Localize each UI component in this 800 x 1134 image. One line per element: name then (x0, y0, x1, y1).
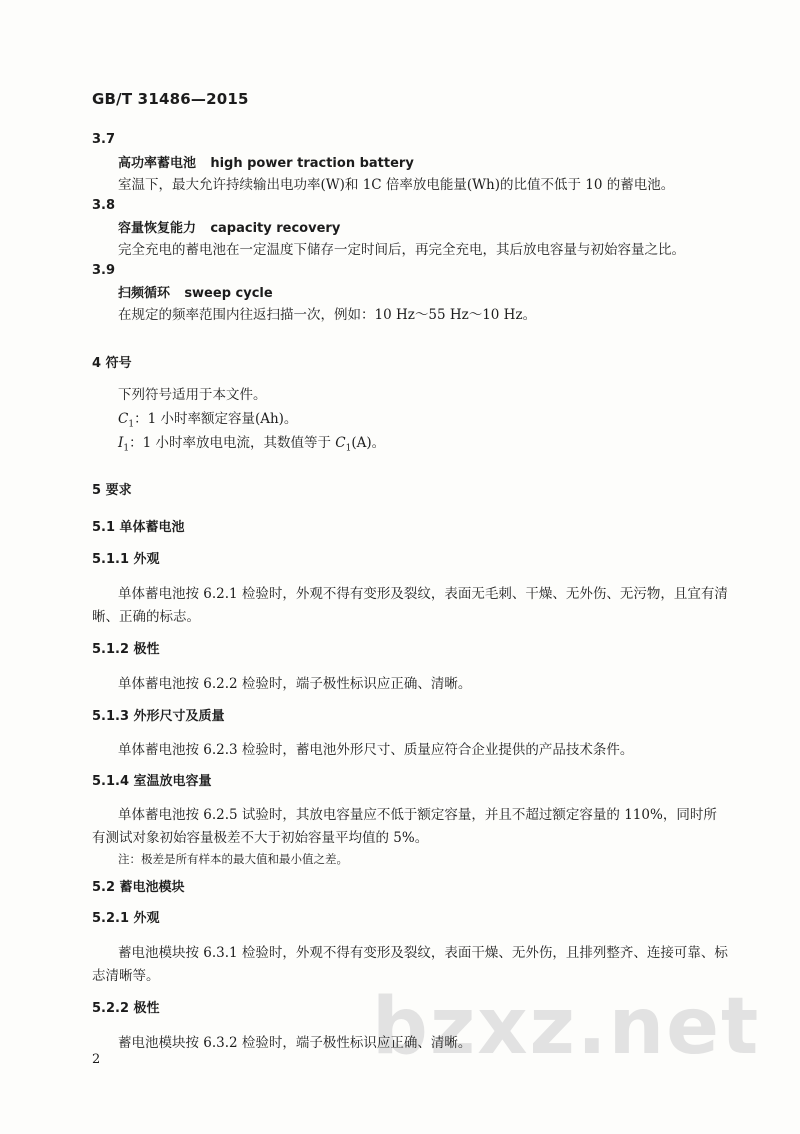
symbol-ref-letter: C (335, 435, 346, 451)
clause-text: 志清晰等。 (92, 968, 160, 984)
symbol-desc-end: (A)。 (351, 435, 386, 451)
term-zh: 高功率蓄电池 (118, 156, 197, 171)
symbol-desc: ：1 小时率放电电流，其数值等于 (129, 435, 336, 451)
term-en: sweep cycle (184, 286, 273, 301)
section-heading: 5 要求 (92, 483, 132, 498)
term-definition: 在规定的频率范围内往返扫描一次，例如：10 Hz～55 Hz～10 Hz。 (118, 307, 537, 323)
clause-text: 单体蓄电池按 6.2.5 试验时，其放电容量应不低于额定容量，并且不超过额定容量的 110%，同时所 (118, 807, 717, 823)
clause-text: 蓄电池模块按 6.3.1 检验时，外观不得有变形及裂纹，表面干燥、无外伤，且排列整齐、连接可靠、标 (118, 945, 728, 961)
note-text: 注：极差是所有样本的最大值和最小值之差。 (118, 852, 348, 866)
clause-text: 蓄电池模块按 6.3.2 检验时，端子极性标识应正确、清晰。 (118, 1035, 472, 1051)
symbol-ref-subscript: 1 (345, 443, 352, 454)
term-en: capacity recovery (210, 221, 341, 236)
term-zh: 容量恢复能力 (118, 221, 197, 236)
term-number: 3.9 (92, 263, 116, 278)
subsection-heading: 5.2 蓄电池模块 (92, 880, 185, 895)
clause-text: 单体蓄电池按 6.2.3 检验时，蓄电池外形尺寸、质量应符合企业提供的产品技术条件。 (118, 742, 634, 758)
symbols-intro: 下列符号适用于本文件。 (118, 387, 267, 403)
term-definition: 完全充电的蓄电池在一定温度下储存一定时间后，再完全充电，其后放电容量与初始容量之比。 (118, 242, 685, 258)
symbol-i1 (118, 434, 385, 458)
clause-heading: 5.2.1 外观 (92, 911, 160, 926)
section-heading: 4 符号 (92, 356, 132, 371)
symbol-letter: I (118, 435, 124, 451)
page-number: 2 (92, 1052, 101, 1067)
subsection-heading: 5.1 单体蓄电池 (92, 520, 185, 535)
symbol-subscript: 1 (123, 443, 130, 454)
clause-text: 晰、正确的标志。 (92, 609, 200, 625)
clause-heading: 5.1.2 极性 (92, 642, 160, 657)
clause-heading: 5.1.4 室温放电容量 (92, 774, 212, 789)
term-title (118, 284, 273, 303)
term-number: 3.8 (92, 198, 116, 213)
symbol-subscript: 1 (128, 419, 135, 430)
term-title (118, 154, 414, 173)
clause-heading: 5.1.1 外观 (92, 552, 160, 567)
term-number: 3.7 (92, 132, 116, 147)
standard-number: GB/T 31486—2015 (92, 90, 249, 108)
clause-heading: 5.1.3 外形尺寸及质量 (92, 709, 225, 724)
clause-text: 单体蓄电池按 6.2.2 检验时，端子极性标识应正确、清晰。 (118, 676, 472, 692)
clause-heading: 5.2.2 极性 (92, 1001, 160, 1016)
clause-text: 单体蓄电池按 6.2.1 检验时，外观不得有变形及裂纹，表面无毛刺、干燥、无外伤、无污物，且宜有清 (118, 586, 728, 602)
term-definition: 室温下，最大允许持续输出电功率(W)和 1C 倍率放电能量(Wh)的比值不低于 10 的蓄电池。 (118, 177, 675, 193)
symbol-letter: C (118, 411, 129, 427)
watermark: bzxz.net (372, 982, 761, 1072)
term-zh: 扫频循环 (118, 286, 171, 301)
symbol-c1 (118, 410, 297, 434)
term-en: high power traction battery (210, 156, 414, 171)
term-title (118, 219, 340, 238)
clause-text: 有测试对象初始容量极差不大于初始容量平均值的 5%。 (92, 830, 429, 846)
symbol-desc: ：1 小时率额定容量(Ah)。 (134, 411, 298, 427)
